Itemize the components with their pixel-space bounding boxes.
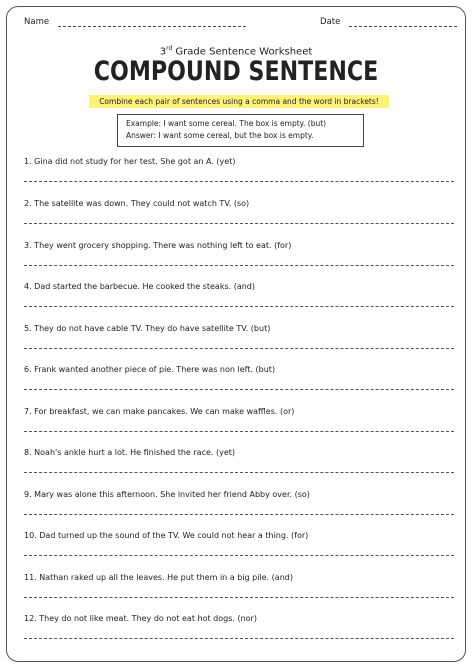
name-label: Name: [24, 17, 50, 27]
answer-line-6[interactable]: [24, 388, 454, 390]
answer-line-1[interactable]: [24, 180, 454, 182]
question-1: 1. Gina did not study for her test. She got an A. (yet): [24, 157, 236, 166]
example-box: [117, 114, 364, 147]
answer-line-4[interactable]: [24, 305, 454, 307]
worksheet-subtitle: 3rd Grade Sentence Worksheet: [159, 45, 313, 58]
answer-line-3[interactable]: [24, 264, 454, 266]
answer-line-8[interactable]: [24, 471, 454, 473]
answer-line-11[interactable]: [24, 596, 454, 598]
question-10: 10. Dad turned up the sound of the TV. We could not hear a thing. (for): [24, 531, 309, 540]
date-field[interactable]: [320, 17, 457, 27]
question-12: 12. They do not like meat. They do not eat hot dogs. (nor): [24, 614, 257, 623]
question-8: 8. Noah's ankle hurt a lot. He finished the race. (yet): [24, 448, 236, 457]
question-5: 5. They do not have cable TV. They do have satellite TV. (but): [24, 324, 271, 333]
question-7: 7. For breakfast, we can make pancakes. We can make waffles. (or): [24, 407, 295, 416]
page-title: COMPOUND SENTENCE: [93, 56, 379, 87]
name-field[interactable]: [24, 17, 246, 27]
question-3: 3. They went grocery shopping. There was nothing left to eat. (for): [24, 241, 292, 250]
question-2: 2. The satellite was down. They could not watch TV. (so): [24, 199, 250, 208]
instruction-banner: Combine each pair of sentences using a comma and the word in brackets!: [89, 95, 389, 108]
question-11: 11. Nathan raked up all the leaves. He put them in a big pile. (and): [24, 573, 293, 582]
answer-line-9[interactable]: [24, 513, 454, 515]
answer-line-12[interactable]: [24, 637, 454, 639]
question-9: 9. Mary was alone this afternoon. She invited her friend Abby over. (so): [24, 490, 310, 499]
answer-line-5[interactable]: [24, 347, 454, 349]
name-line: [58, 18, 246, 27]
example-answer: Answer: I want some cereal, but the box is empty.: [126, 131, 314, 140]
answer-line-2[interactable]: [24, 222, 454, 224]
worksheet: [6, 6, 466, 662]
answer-line-7[interactable]: [24, 430, 454, 432]
answer-line-10[interactable]: [24, 554, 454, 556]
date-label: Date: [320, 17, 341, 27]
date-line: [349, 18, 457, 27]
example-line: Example: I want some cereal. The box is empty. (but): [126, 119, 327, 128]
question-4: 4. Dad started the barbecue. He cooked the steaks. (and): [24, 282, 255, 291]
question-6: 6. Frank wanted another piece of pie. There was non left. (but): [24, 365, 276, 374]
